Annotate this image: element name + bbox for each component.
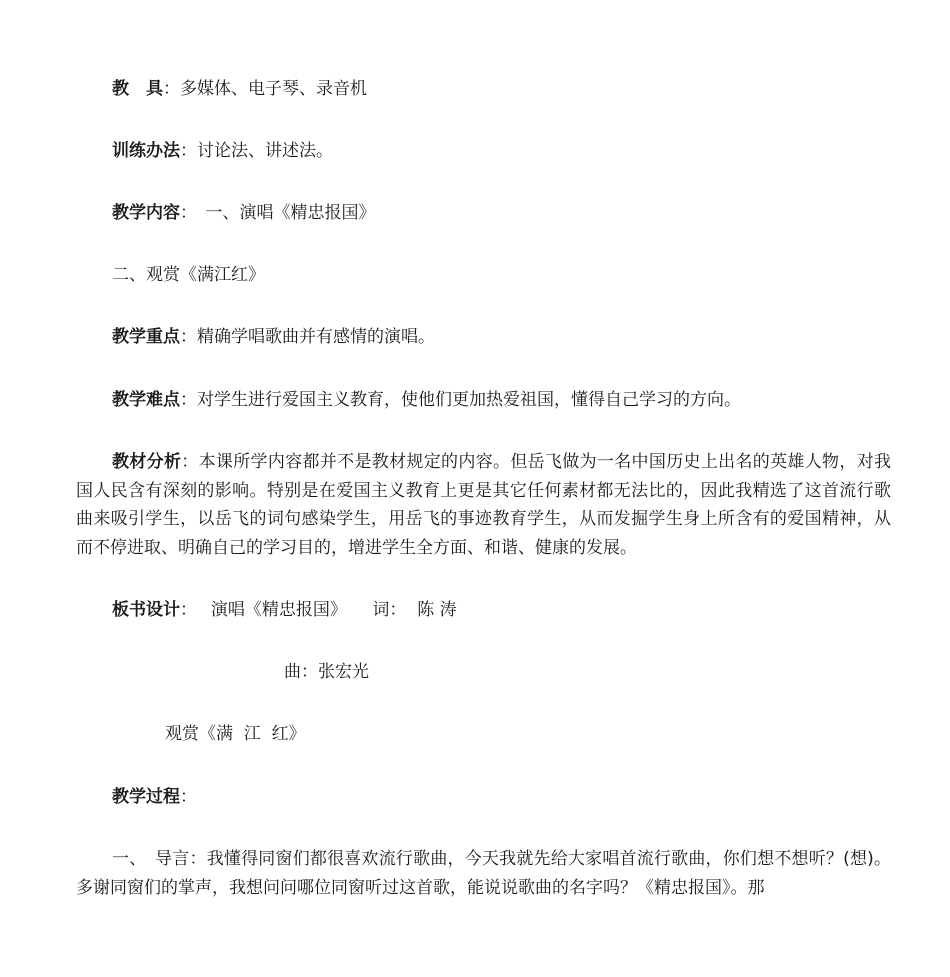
difficulty-line [112, 389, 741, 411]
process-label: 教学过程 [112, 787, 180, 807]
board-text: ： 演唱《精忠报国》 词： 陈 涛 [180, 600, 457, 620]
content-line-2 [112, 264, 265, 286]
board-label: 板书设计 [112, 600, 180, 620]
board-appreciation: 观赏《满 江 红》 [165, 724, 306, 744]
difficulty-text: ：对学生进行爱国主义教育，使他们更加热爱祖国，懂得自己学习的方向。 [180, 390, 741, 410]
method-label: 训练办法 [112, 141, 180, 161]
intro-paragraph [76, 845, 891, 902]
process-text: ： [180, 787, 197, 807]
intro-text: 一、 导言：我懂得同窗们都很喜欢流行歌曲，今天我就先给大家唱首流行歌曲，你们想不想听？(想)。多谢同窗们的掌声，我想问问哪位同窗听过这首歌，能说说歌曲的名字吗？《精忠报国》。那 [76, 849, 891, 898]
content-text-2: 二、观赏《满江红》 [112, 265, 265, 285]
board-line [112, 599, 457, 621]
difficulty-label: 教学难点 [112, 390, 180, 410]
method-line [112, 140, 333, 162]
analysis-paragraph [76, 448, 891, 562]
focus-line [112, 326, 435, 348]
content-text: ： 一、演唱《精忠报国》 [180, 203, 376, 223]
tools-label: 教 具 [112, 79, 163, 99]
analysis-label: 教材分析 [112, 452, 182, 472]
tools-line [112, 78, 367, 100]
method-text: ：讨论法、讲述法。 [180, 141, 333, 161]
focus-text: ：精确学唱歌曲并有感情的演唱。 [180, 327, 435, 347]
content-label: 教学内容 [112, 203, 180, 223]
tools-text: ：多媒体、电子琴、录音机 [163, 79, 367, 99]
process-line [112, 786, 197, 808]
board-composer: 曲：张宏光 [284, 662, 369, 682]
content-line [112, 202, 376, 224]
board-line-3 [165, 723, 306, 745]
board-line-2 [284, 661, 369, 683]
analysis-text: ：本课所学内容都并不是教材规定的内容。但岳飞做为一名中国历史上出名的英雄人物，对我国人民含有深刻的影响。特别是在爱国主义教育上更是其它任何素材都无法比的，因此我精选了这首流行歌曲来吸引学生，以岳飞的词句感染学生，用岳飞的事迹教育学生，从而发掘学生身上所含有的爱国精神，从而不停进取、明确自己的学习目的，增进学生全方面、和谐、健康的发展。 [76, 452, 892, 558]
focus-label: 教学重点 [112, 327, 180, 347]
